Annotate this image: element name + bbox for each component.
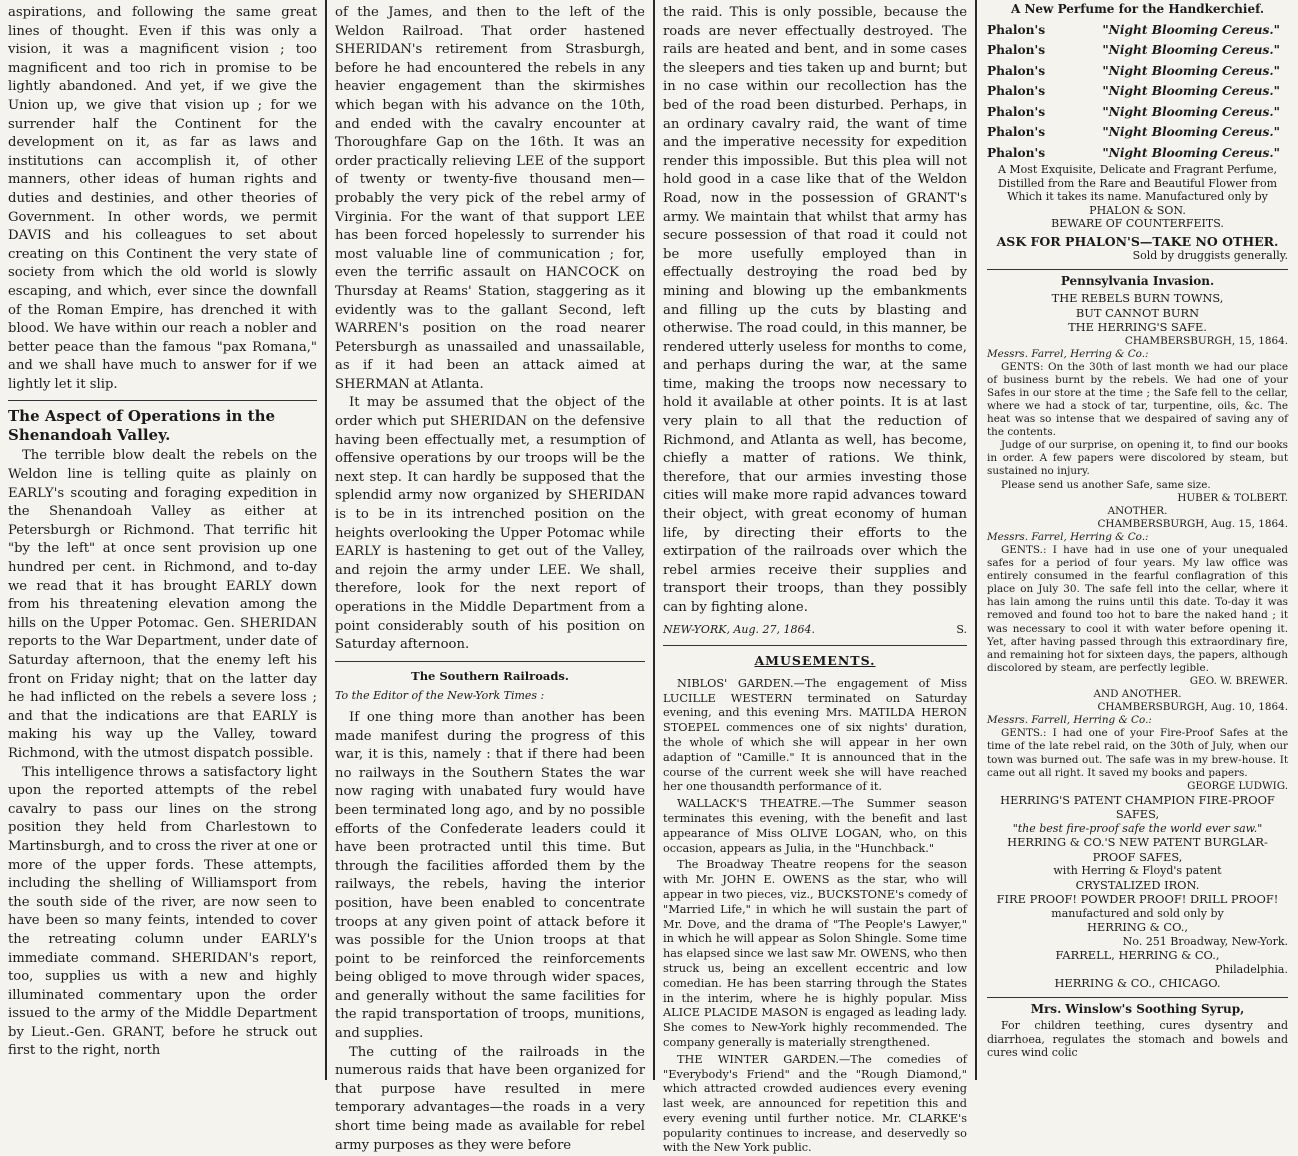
letter-paragraph: The cutting of the railroads in the numerous raids that have been organized for that purpose have resulted in mere temporary advantages—the roads in a very short time being made as available for rebel army purposes as they were before [335,1044,645,1153]
phalon-row: Phalon's "Night Blooming Cereus." [987,145,1280,160]
article-paragraph: This intelligence throws a satisfactory light upon the reported attempts of the rebel cavalry to pass our lines on the strong position they held from Charlestown to Martinsburgh, and to cross the river at one or more of the upper fords. These attempts, including the shelling of Williamsport from the south side of the river, are now seen to have been so many feints, intended to cover the retreating column under EARLY's immediate command. SHERIDAN's report, too, supplies us with a new and highly illuminated commentary upon the order issued to the army of the Middle Department by Lieut.-Gen. GRANT, before he struck out first to the right, north [8,764,317,1059]
phalon-row: Phalon's "Night Blooming Cereus." [987,125,1280,139]
signature: GEORGE LUDWIG. [1187,779,1288,792]
phalon-row: Phalon's "Night Blooming Cereus." [987,43,1280,57]
sold-notice: Sold by druggists generally. [1132,249,1288,262]
article-paragraph: It may be assumed that the object of the order which put SHERIDAN on the defensive having been effectually met, a resumption of offensive operations by our troops will be the next step. It can hardly be supposed that the splendid army now organized by SHERIDAN is to be in its intrenched position on the heights overlooking the Upper Potomac while EARLY is hastening to get out of the Valley, and rejoin the army under LEE. We shall, therefore, look for the next report of operations in the Middle Department from a point considerably south of his position on Saturday afternoon. [335,395,645,653]
column-3 [655,0,977,1155]
signature: HUBER & TOLBERT. [1177,491,1288,504]
invasion-line: BUT CANNOT BURN [1075,305,1200,320]
phalon-row: Phalon's "Night Blooming Cereus." [987,104,1280,119]
testimonial-text: Please send us another Safe, same size. [1001,478,1211,491]
winslow-description: For children teething, cures dysentry and diarrhoea, regulates the stomach and bowels and cures wind colic [987,1019,1288,1060]
invasion-ad-title: Pennsylvania Invasion. [1060,273,1215,288]
invasion-line: THE HERRING'S SAFE. [1068,320,1207,334]
salutation: Messrs. Farrel, Herring & Co.: [987,347,1149,360]
another-label: AND ANOTHER. [1093,688,1182,701]
signature-initial: S. [956,622,967,636]
amusements-section [663,677,967,1156]
letter-salutation: To the Editor of the New-York Times : [335,689,545,703]
testimonial-2 [987,505,1288,688]
amusement-item: The Broadway Theatre reopens for the season with Mr. JOHN E. OWENS as the star, who will appear in two pieces, viz., BUCKSTONE's comedy of "Married Life," in which he will sustain the part of Mr. Dove, and the drama of "The People's Lawyer," in which he will appear as Solon Shingle. Some time has elapsed since we last saw Mr. OWENS, who then struck us, being an excellent eccentric and low comedian. He has been starring through the States in the interim, where he is highly popular. Miss ALICE PLACIDE MASON is engaged as leading lady. She comes to New-York highly recommended. The company generally is materially strengthened. [663,858,967,1049]
phalon-row: Phalon's "Night Blooming Cereus." [987,22,1280,37]
beware-notice: BEWARE OF COUNTERFEITS. [1051,217,1224,230]
divider [335,661,645,662]
dateline: NEW-YORK, Aug. 27, 1864. [663,622,815,636]
letter-headline: The Southern Railroads. [411,668,569,683]
champion-heading: HERRING'S PATENT CHAMPION FIRE-PROOF SAFES, [1000,792,1275,822]
manufactured-line: manufactured and sold only by [1051,906,1224,920]
testimonial-text: Judge of our surprise, on opening it, to find our books in order. A few papers were discolored by steam, but sustained no injury. [987,439,1288,478]
testimonial-3 [987,688,1288,793]
salutation: Messrs. Farrell, Herring & Co.: [987,714,1152,727]
company-name: HERRING & CO., [1087,920,1188,935]
perfume-ad-title: A New Perfume for the Handkerchief. [1010,2,1265,16]
company-address: No. 251 Broadway, New-York. [1122,934,1288,948]
article-paragraph: of the James, and then to the left of the Weldon Railroad. That order hastened SHERIDAN's retirement from Strasburgh, before he had encountered the rebels in any heavier engagement than the skirmishes which began with his advance on the 10th, and ended with the cavalry encounter at Thoroughfare Gap on the 16th. It was an order practically relieving LEE of the support of twenty or twenty-five thousand men—probably the very pick of the rebel army of Virginia. For the want of that support LEE has been forced hopelessly to surrender his most valuable line of communication ; for, even the terrific assault on HANCOCK on Thursday at Reams' Station, staggering as it evidently was to the gallant Second, left WARREN's position on the road nearer Petersburgh as unassailed and unassailable, as if it had been an attack aimed at SHERMAN at Atlanta. [335,5,645,392]
testimonial-text: GENTS: On the 30th of last month we had our place of business burnt by the rebels. We had one of your Safes in our store at the time ; the Safe fell to the cellar, where we had a stock of tar, turpentine, oils, &c. The heat was so intense that we despaired of saving any of the contents. [987,360,1288,439]
place-date: CHAMBERSBURGH, 15, 1864. [1124,334,1288,347]
divider [987,997,1288,998]
divider [987,269,1288,270]
burglar-heading: HERRING & CO.'S NEW PATENT BURGLAR-PROOF SAFES, [1007,835,1268,864]
testimonial-text: GENTS.: I have had in use one of your unequaled safes for a period of four years. My law office was entirely consumed in the fearful conflagration of this place on July 30. The safe fell into the cellar, where it has lain among the ruins until this date. To-day it was removed and found too hot to bare the naked hand ; it was necessary to cool it with water before opening it. Yet, after having passed through this extraordinary fire, and remaining hot for sixteen days, the papers, although discolored by steam, are perfectly legible. [987,544,1288,674]
article-headline: The Aspect of Operations in the Shenandoah Valley. [8,407,276,445]
letter-signoff [663,621,967,640]
salutation: Messrs. Farrel, Herring & Co.: [987,530,1149,543]
letter-paragraph: the raid. This is only possible, because the roads are never effectually destroyed. The rails are heated and bent, and in some cases the sleepers and ties taken up and burnt; but in no case within our recollection has the bed of the road been disturbed. Perhaps, in an ordinary cavalry raid, the want of time and the imperative necessity for expedition render this impossible. But this plea will not hold good in a case like that of the Weldon Road, now in the possession of GRANT's army. We maintain that whilst that army has secure possession of that road it could not be more usefully employed than in effectually destroying the road bed by mining and blowing up the embankments and filling up the cuts by blasting and otherwise. The road could, in this manner, be rendered utterly useless for months to come, and perhaps during the war, at the same time, making the troops now necessary to hold it available at other points. It is at last very plain to all that the reduction of Richmond, and Atlanta as well, has become, chiefly a matter of rations. We think, therefore, that our armies investing those cities will make more rapid advances toward their object, with great economy of human life, by directing their efforts to the extirpation of the railroads over which the rebel armies receive their supplies and transport their troops, than they possibly can by fighting alone. [663,5,967,615]
amusement-item: THE WINTER GARDEN.—The comedies of "Everybody's Friend" and the "Rough Diamond," which attracted crowded audiences every evening last week, are announced for repetition this and every evening until further notice. Mr. CLARKE's popularity continues to increase, and deservedly so with the New York public. [663,1052,967,1155]
company-city: Philadelphia. [1215,962,1288,976]
place-date: CHAMBERSBURGH, Aug. 10, 1864. [1097,701,1288,714]
patent-line: with Herring & Floyd's patent [1053,864,1222,878]
divider [663,645,967,646]
amusement-item: WALLACK'S THEATRE.—The Summer season terminates this evening, with the benefit and last appearance of Miss OLIVE LOGAN, who, on this occasion, appears as Julia, in the "Hunchback." [663,797,967,855]
editorial-paragraph: aspirations, and following the same great lines of thought. Even if this was only a vision, it was a magnificent vision ; too magnificent and too rich in promise to be lightly abandoned. And yet, if we give the Union up, we give that vision up ; for we surrender half the Continent for the development on it, as far as laws and institutions can accomplish it, of other manners, other ideas of human rights and duties and destinies, and other theories of Government. In other words, we permit DAVIS and his colleagues to set about creating on this Continent the very state of society from which the old world is slowly escaping, and which, ever since the downfall of the Roman Empire, has drenched it with blood. We have within our reach a nobler and better peace than the famous "pax Romana," and we shall have much to answer for if we lightly let it slip. [8,5,317,392]
column-2 [327,0,655,1153]
company-name: FARRELL, HERRING & CO., [1055,948,1220,963]
column-1 [0,0,327,1080]
letter-paragraph: If one thing more than another has been made manifest during the progress of this war, it is this, namely : that if there had been no railways in the Southern States the war now raging with unabated fury would have been terminated long ago, and by no possible efforts of the Confederate leaders could it have been protracted until this time. But through the facilities afforded them by the railways, the rebels, having the interior position, have been enabled to concentrate troops at any given point of attack before it was possible for the Union troops at that point to be reinforced the reinforcements being obliged to move through wider spaces, and generally without the same facilities for the rapid transportation of troops, munitions, and supplies. [335,709,645,1042]
phalon-row: Phalon's "Night Blooming Cereus." [987,63,1280,78]
safe-quote: "the best fire-proof safe the world ever saw." [1012,821,1263,835]
ask-notice: ASK FOR PHALON'S—TAKE NO OTHER. [996,233,1279,249]
another-label: ANOTHER. [1107,504,1168,517]
amusements-heading: AMUSEMENTS. [754,653,876,669]
testimonial-text: GENTS.: I had one of your Fire-Proof Safes at the time of the late rebel raid, on the 30th of July, when our town was burned out. The safe was in my brew-house. It came out all right. It saved my books and papers. [987,727,1288,779]
article-paragraph: The terrible blow dealt the rebels on the Weldon line is telling quite as plainly on EARLY's scouting and foraging expedition in the Shenandoah Valley as either at Petersburgh or Richmond. That terrific hit "by the left" at once sent provision up one hundred per cent. in Richmond, and to-day we read that it has brought EARLY down from his threatening elevation among the hills on the Upper Potomac. Gen. SHERIDAN reports to the War Department, under date of Saturday afternoon, that the enemy left his front on Friday night; that on the latter day he had inflicted on the rebels a severe loss ; and that the indications are that EARLY is making his way up the Valley, toward Richmond, with the utmost dispatch possible. [8,448,317,761]
perfume-description: A Most Exquisite, Delicate and Fragrant Perfume, Distilled from the Rare and Beautiful Flower from Which it takes its name. Manufactured only by PHALON & SON. [997,163,1278,217]
winslow-ad-title: Mrs. Winslow's Soothing Syrup, [1030,1001,1245,1016]
column-4-advertisements [977,0,1298,1080]
company-chicago: HERRING & CO., CHICAGO. [1054,976,1221,991]
phalon-row: Phalon's "Night Blooming Cereus." [987,84,1280,98]
invasion-line: THE REBELS BURN TOWNS, [1051,291,1224,305]
signature: GEO. W. BREWER. [1189,674,1288,687]
amusement-item: NIBLOS' GARDEN.—The engagement of Miss LUCILLE WESTERN terminated on Saturday evening, and this evening Mrs. MATILDA HERON STOEPEL commences one of six nights' duration, the whole of which she will appear in her own adaption of "Camille." It is announced that in the course of the current week she will have reached her one thousandth performance of it. [663,676,967,794]
iron-heading: CRYSTALIZED IRON. [1075,877,1200,892]
proof-heading: FIRE PROOF! POWDER PROOF! DRILL PROOF! [996,892,1279,907]
divider [8,400,317,401]
testimonial-1 [987,335,1288,505]
place-date: CHAMBERSBURGH, Aug. 15, 1864. [1097,517,1288,530]
